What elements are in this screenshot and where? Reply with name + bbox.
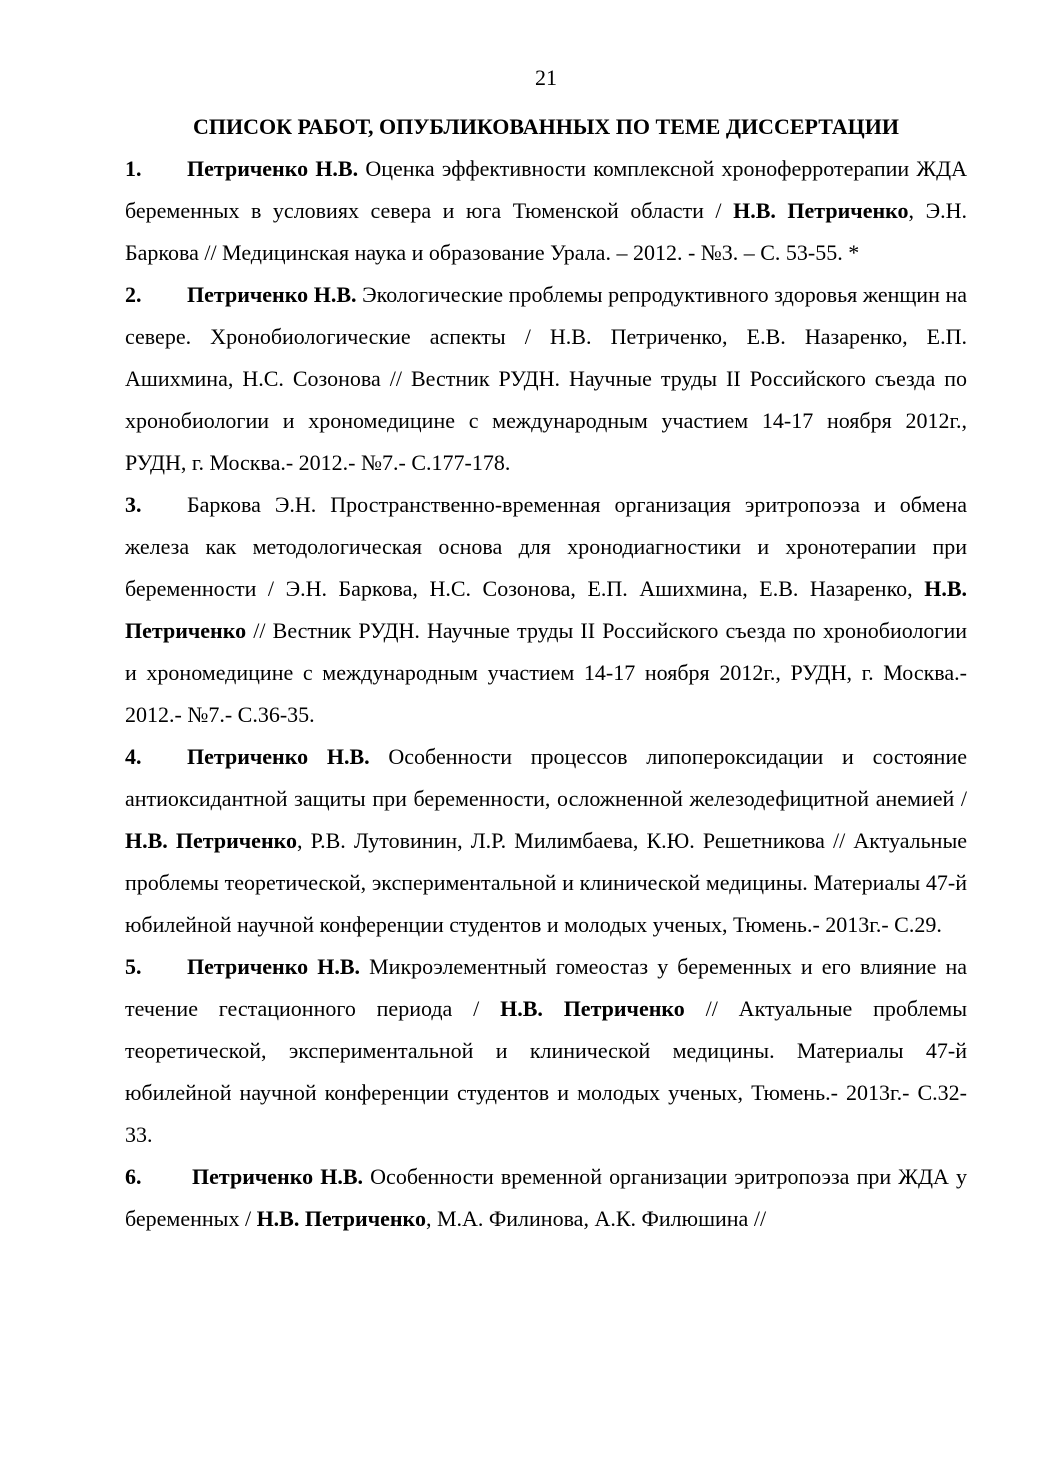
entry-text-continued: // Актуальные проблемы теоретической, экспериментальной и клинической медицины. Материалы 47-й юбилейной научной конференции студентов и молодых ученых, Тюмень.- 2013г.- С.32-33.	[125, 996, 967, 1147]
document-page	[125, 58, 967, 1240]
entry-text: Оценка эффективности комплексной хроноферротерапии ЖДА беременных в условиях севера и юга Тюменской области /	[125, 156, 967, 223]
entry-text: Особенности временной организации эритропоэза при ЖДА у беременных /	[125, 1164, 968, 1231]
entry-text-continued: , Р.В. Лутовинин, Л.Р. Милимбаева, К.Ю. Решетникова // Актуальные проблемы теоретической, экспериментальной и клинической медицины. Материалы 47-й юбилейной научной конференции студентов и молодых ученых, Тюмень.- 2013г.- С.29.	[125, 828, 967, 937]
publication-entry-4	[125, 736, 967, 946]
entry-text-continued: // Вестник РУДН. Научные труды II Российского съезда по хронобиологии и хрономедицине с международным участием 14-17 ноября 2012г., РУДН, г. Москва.- 2012.- №7.- С.36-35.	[125, 618, 967, 727]
entry-highlight-author: Н.В. Петриченко	[125, 576, 967, 643]
entry-text: Баркова Э.Н. Пространственно-временная организация эритропоэза и обмена железа как методологическая основа для хронодиагностики и хронотерапии при беременности / Э.Н. Баркова, Н.С. Созонова, Е.П. Ашихмина, Е.В. Назаренко,	[125, 492, 967, 601]
publication-entry-2	[125, 274, 967, 484]
entry-text: Микроэлементный гомеостаз у беременных и его влияние на течение гестационного периода /	[125, 954, 968, 1021]
entry-highlight-author: Н.В. Петриченко	[125, 828, 298, 853]
entry-lead-author: Петриченко Н.В.	[187, 282, 357, 307]
entry-number: 3.	[125, 492, 142, 517]
entry-lead-author: Петриченко Н.В.	[187, 744, 370, 769]
publication-entry-1	[125, 148, 967, 274]
entry-number: 5.	[125, 954, 142, 979]
publication-entry-6	[125, 1156, 967, 1240]
entry-number: 4.	[125, 744, 142, 769]
entry-number: 2.	[125, 282, 142, 307]
entry-text-continued: , М.А. Филинова, А.К. Филюшина //	[425, 1206, 767, 1231]
entry-text: Экологические проблемы репродуктивного здоровья женщин на севере. Хронобиологические аспекты / Н.В. Петриченко, Е.В. Назаренко, Е.П. Ашихмина, Н.С. Созонова // Вестник РУДН. Научные труды II Российского съезда по хронобиологии и хрономедицине с международным участием 14-17 ноября 2012г., РУДН, г. Москва.- 2012.- №7.- С.177-178.	[125, 282, 967, 475]
entry-number: 1.	[125, 156, 142, 181]
publication-list	[125, 148, 967, 1240]
entry-highlight-author: Н.В. Петриченко	[733, 198, 909, 223]
entry-number: 6.	[125, 1164, 142, 1189]
entry-highlight-author: Н.В. Петриченко	[500, 996, 685, 1021]
publication-entry-3	[125, 484, 967, 736]
entry-text-continued: , Э.Н. Баркова // Медицинская наука и образование Урала. – 2012. - №3. – С. 53-55. *	[125, 198, 967, 265]
publication-entry-5	[125, 946, 967, 1156]
entry-lead-author: Петриченко Н.В.	[187, 156, 359, 181]
entry-lead-author: Петриченко Н.В.	[192, 1164, 364, 1189]
entry-text: Особенности процессов липопероксидации и состояние антиоксидантной защиты при беременности, осложненной железодефицитной анемией /	[125, 744, 967, 811]
page-number: 21	[535, 65, 557, 90]
entry-highlight-author: Н.В. Петриченко	[256, 1206, 426, 1231]
entry-lead-author: Петриченко Н.В.	[187, 954, 360, 979]
page-title: СПИСОК РАБОТ, ОПУБЛИКОВАННЫХ ПО ТЕМЕ ДИССЕРТАЦИИ	[192, 114, 900, 139]
